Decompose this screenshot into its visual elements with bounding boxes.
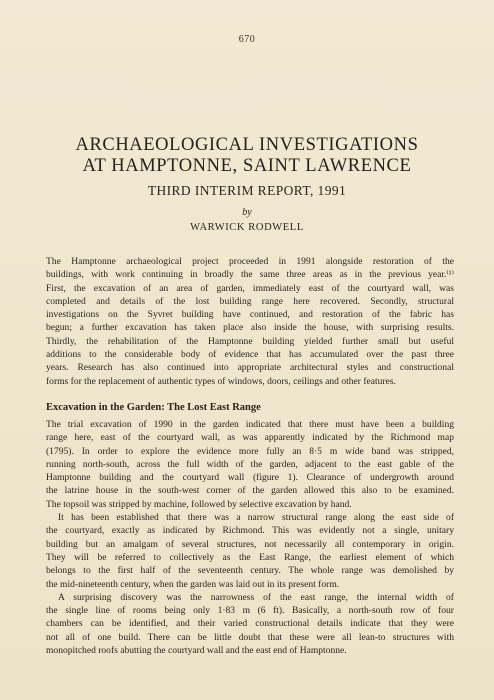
text-line: First, the excavation of an area of garden, immediately east of the courtyard wall, was bbox=[46, 282, 454, 294]
text-line: belongs to the first half of the seventeenth century. The whole range was demolished by bbox=[46, 565, 454, 577]
text-line: the courtyard, exactly as indicated by Richmond. This was evidently not a single, unitary bbox=[46, 525, 454, 537]
text-line: the latrine house in the south-west corner of the garden allowed this also to be examined. bbox=[46, 485, 454, 497]
text-line: chambers can be identified, and their varied constructional details indicate that they were bbox=[46, 618, 454, 630]
text-line: the mid-nineteenth century, when the garden was laid out in its present form. bbox=[46, 578, 340, 590]
text-line: running north-south, across the full width of the garden, adjacent to the east gable of the bbox=[46, 458, 454, 470]
intro-paragraph bbox=[46, 255, 454, 388]
text-line: additions to the considerable body of evidence that has accumulated over the past three bbox=[46, 349, 454, 361]
text-line: Hamptonne building and the courtyard wall (figure 1). Clearance of undergrowth around bbox=[46, 472, 454, 484]
text-line: The trial excavation of 1990 in the garden indicated that there must have been a building bbox=[46, 419, 454, 430]
text-line: begun; a further excavation has taken place also inside the house, with surprising results. bbox=[46, 322, 454, 334]
text-line: A surprising discovery was the narrowness of the east range, the internal width of bbox=[58, 591, 454, 603]
text-line: investigations on the Syvret building have continued, and restoration of the fabric has bbox=[46, 309, 454, 321]
text-line: forms for the replacement of authentic types of windows, doors, ceilings and other features. bbox=[46, 375, 396, 387]
text-line: (1795). In order to explore the evidence more fully an 8·5 m wide band was stripped, bbox=[46, 445, 454, 457]
title-line-1: ARCHAEOLOGICAL INVESTIGATIONS bbox=[75, 135, 419, 155]
subtitle: THIRD INTERIM REPORT, 1991 bbox=[147, 183, 347, 198]
text-line: building but an amalgam of several structures, not necessarily all contemporary in origin. bbox=[46, 538, 454, 550]
text-line: They will be referred to collectively as the East Range, the earliest element of which bbox=[46, 551, 454, 563]
section-heading: Excavation in the Garden: The Lost East Range bbox=[46, 402, 261, 413]
text-line: Thirdly, the rehabilitation of the Hamptonne building yielded further small but useful bbox=[46, 335, 454, 347]
page-number: 670 bbox=[238, 34, 256, 45]
byline-by: by bbox=[242, 207, 252, 218]
text-line: The topsoil was stripped by machine, followed by selective excavation by hand. bbox=[46, 498, 352, 510]
page-title bbox=[0, 135, 494, 177]
text-line: It has been established that there was a narrow structural range along the east side of bbox=[58, 512, 454, 524]
text-line: completed and details of the lost building range here recovered. Secondly, structural bbox=[46, 295, 454, 307]
text-line: the single line of rooms being only 1·83 m (6 ft). Basically, a north-south row of four bbox=[46, 605, 454, 617]
section-body bbox=[46, 418, 454, 657]
text-line: range here, east of the courtyard wall, as was apparently indicated by the Richmond map bbox=[46, 432, 454, 444]
author-name: WARWICK RODWELL bbox=[190, 222, 304, 233]
title-line-2: AT HAMPTONNE, SAINT LAWRENCE bbox=[82, 156, 412, 176]
text-line: buildings, with work continuing in broadly the same three areas as in the previous year.⁽¹⁾ bbox=[46, 269, 454, 281]
text-line: not all of one build. There can be little doubt that these were all lean-to structures with bbox=[46, 631, 454, 643]
text-line: monopitched roofs abutting the courtyard wall and the east end of Hamptonne. bbox=[46, 645, 347, 657]
text-line: years. Research has also continued into appropriate architectural styles and constructional bbox=[46, 362, 454, 374]
text-line: The Hamptonne archaeological project proceeded in 1991 alongside restoration of the bbox=[46, 256, 454, 267]
